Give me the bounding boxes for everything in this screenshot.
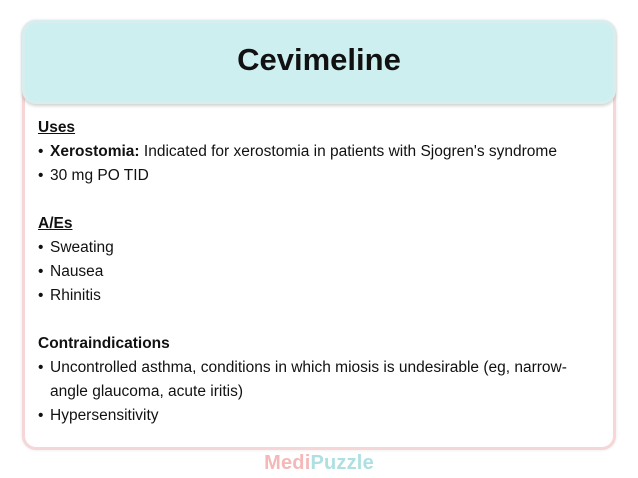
watermark-logo [0,452,638,475]
list-item: • Hypersensitivity [38,404,598,428]
list-item: • Rhinitis [38,284,598,308]
title-bar [22,20,616,104]
contraindications-list [38,356,598,428]
watermark-part-puzzle: Puzzle [310,452,374,474]
uses-item-text: Indicated for xerostomia in patients with Sjogren's syndrome [139,143,557,160]
spacer [38,188,598,212]
list-item [38,164,598,188]
watermark-part-medi: Medi [264,452,311,474]
slide-content [38,116,598,428]
slide-title: Cevimeline [237,42,401,77]
contraindications-heading: Contraindications [38,335,170,352]
aes-list [38,236,598,308]
list-item: • Uncontrolled asthma, conditions in which miosis is undesirable (eg, narrow-angle glaucoma, acute iritis) [38,356,598,404]
uses-item-bold: Xerostomia: [50,143,140,160]
list-item: • Sweating [38,236,598,260]
uses-list [38,140,598,188]
spacer [38,308,598,332]
uses-heading: Uses [38,119,76,136]
uses-item-text: 30 mg PO TID [50,167,149,184]
list-item [38,140,598,164]
aes-heading: A/Es [38,215,73,232]
list-item: • Nausea [38,260,598,284]
